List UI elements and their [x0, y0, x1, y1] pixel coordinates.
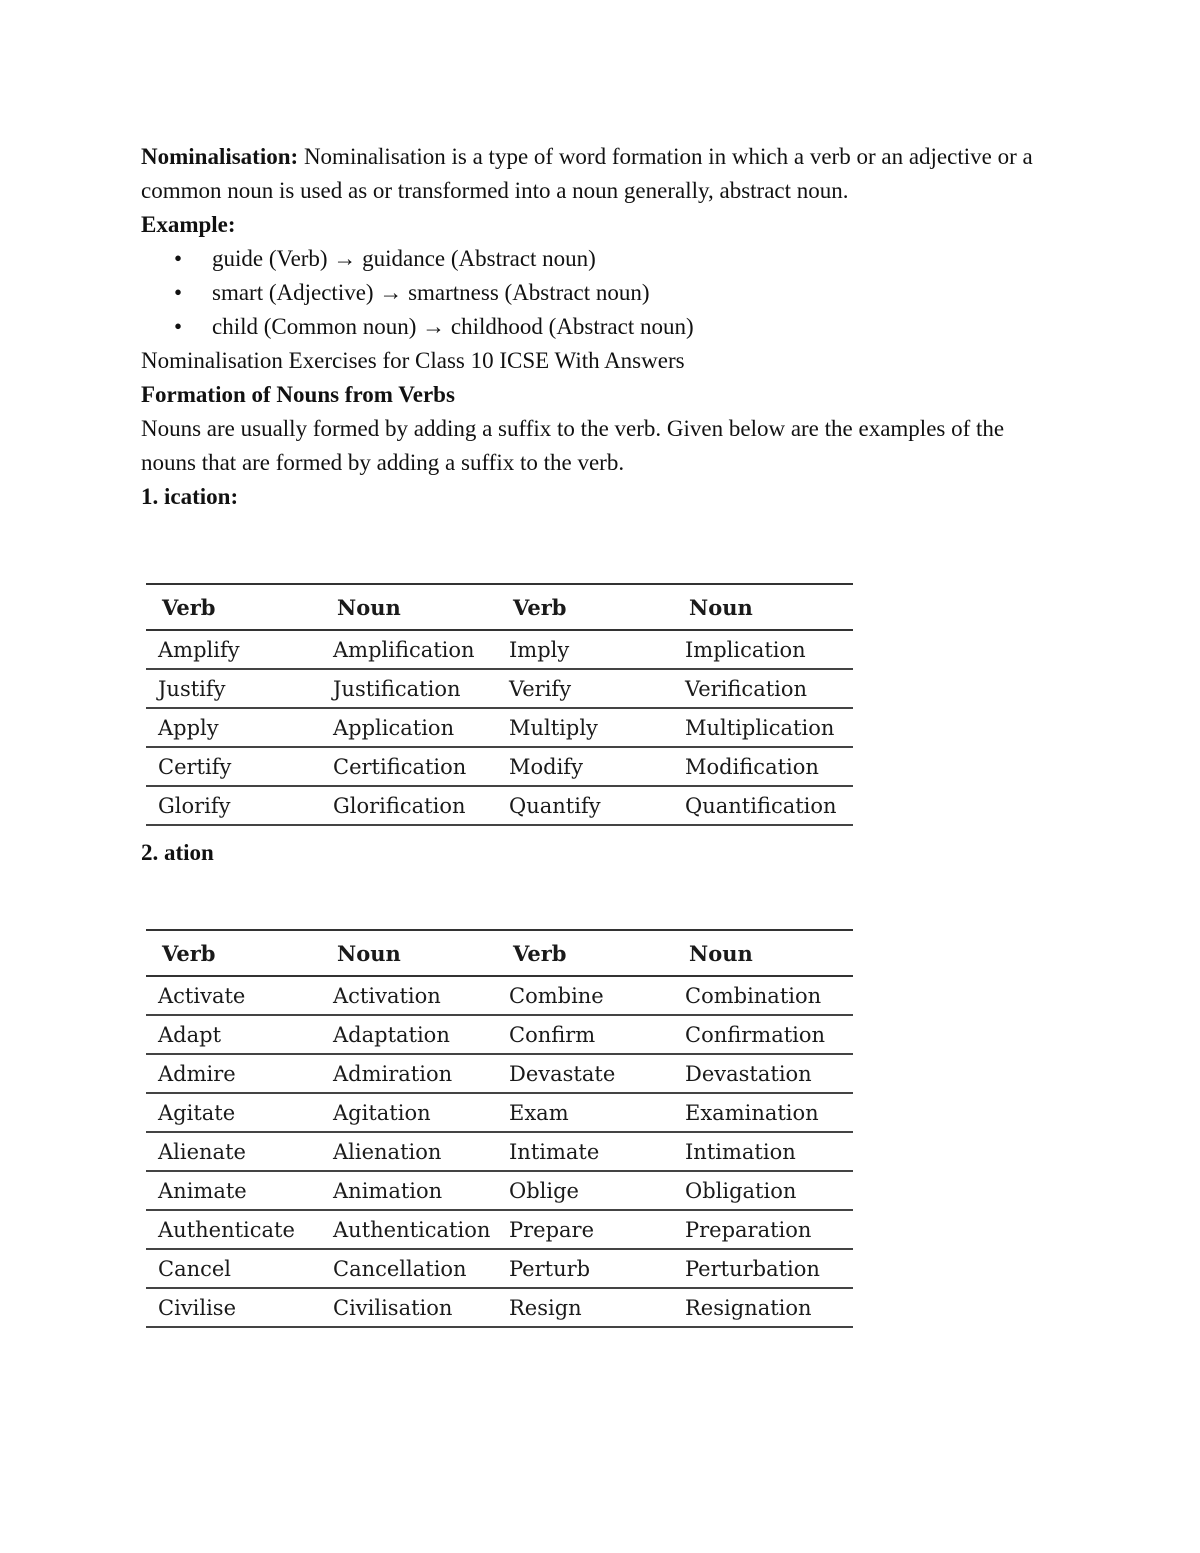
column-header-verb: Verb	[497, 930, 673, 976]
table-cell: Examination	[673, 1093, 853, 1132]
definition-paragraph	[141, 140, 1041, 208]
table-cell: Animation	[321, 1171, 497, 1210]
ation-table	[146, 929, 853, 1328]
example-text: guide (Verb) → guidance (Abstract noun)	[212, 246, 596, 271]
subtitle: Nominalisation Exercises for Class 10 ICSE With Answers	[141, 348, 685, 373]
table-cell: Agitate	[146, 1093, 321, 1132]
bullet-icon: •	[174, 280, 183, 305]
table-cell: Quantify	[497, 786, 673, 825]
table-cell: Animate	[146, 1171, 321, 1210]
section-heading: Formation of Nouns from Verbs	[141, 382, 455, 407]
table-cell: Activate	[146, 976, 321, 1015]
table-cell: Adaptation	[321, 1015, 497, 1054]
list-item	[141, 310, 1041, 344]
table-cell: Amplification	[321, 630, 497, 669]
section-text: Nouns are usually formed by adding a suffix to the verb. Given below are the examples of the nouns that are formed by adding a suffix to the verb.	[141, 416, 1005, 475]
bullet-icon: •	[174, 246, 183, 271]
table-cell: Resignation	[673, 1288, 853, 1327]
column-header-noun: Noun	[673, 930, 853, 976]
table-cell: Verify	[497, 669, 673, 708]
table-cell: Devastate	[497, 1054, 673, 1093]
table-cell: Confirm	[497, 1015, 673, 1054]
table-cell: Adapt	[146, 1015, 321, 1054]
table-cell: Devastation	[673, 1054, 853, 1093]
table-cell: Modify	[497, 747, 673, 786]
table-cell: Preparation	[673, 1210, 853, 1249]
list-item	[141, 276, 1041, 310]
table-row	[146, 708, 853, 747]
table-cell: Admire	[146, 1054, 321, 1093]
table-cell: Agitation	[321, 1093, 497, 1132]
definition-term: Nominalisation:	[141, 144, 299, 169]
list-item	[141, 242, 1041, 276]
ication-table-container	[146, 583, 853, 826]
table-row	[146, 630, 853, 669]
table-cell: Apply	[146, 708, 321, 747]
table-row	[146, 669, 853, 708]
table-cell: Alienate	[146, 1132, 321, 1171]
table-cell: Obligation	[673, 1171, 853, 1210]
table-row	[146, 1093, 853, 1132]
table-cell: Civilise	[146, 1288, 321, 1327]
table-header-row	[146, 584, 853, 630]
column-header-verb: Verb	[497, 584, 673, 630]
ation-table-container	[146, 929, 853, 1328]
table-cell: Perturbation	[673, 1249, 853, 1288]
table-row	[146, 786, 853, 825]
heading-ation: 2. ation	[141, 840, 214, 865]
definition-text: Nominalisation is a type of word formation in which a verb or an adjective or a common noun is used as or transformed into a noun generally, abstract noun.	[141, 144, 1033, 203]
table-cell: Admiration	[321, 1054, 497, 1093]
table-cell: Glorify	[146, 786, 321, 825]
table-row	[146, 976, 853, 1015]
heading-ication: 1. ication:	[141, 484, 239, 509]
table-row	[146, 1015, 853, 1054]
table-cell: Imply	[497, 630, 673, 669]
table-cell: Certify	[146, 747, 321, 786]
table-cell: Prepare	[497, 1210, 673, 1249]
table-cell: Cancel	[146, 1249, 321, 1288]
column-header-verb: Verb	[146, 584, 321, 630]
table-cell: Alienation	[321, 1132, 497, 1171]
table-cell: Multiply	[497, 708, 673, 747]
table-cell: Justification	[321, 669, 497, 708]
table-row	[146, 1249, 853, 1288]
table-header-row	[146, 930, 853, 976]
table-cell: Glorification	[321, 786, 497, 825]
table-cell: Cancellation	[321, 1249, 497, 1288]
table-cell: Oblige	[497, 1171, 673, 1210]
example-label: Example:	[141, 212, 236, 237]
table-row	[146, 1171, 853, 1210]
table-cell: Confirmation	[673, 1015, 853, 1054]
table-cell: Intimation	[673, 1132, 853, 1171]
table-cell: Amplify	[146, 630, 321, 669]
table-cell: Certification	[321, 747, 497, 786]
table-cell: Verification	[673, 669, 853, 708]
table-cell: Modification	[673, 747, 853, 786]
table-cell: Authentication	[321, 1210, 497, 1249]
ication-table	[146, 583, 853, 826]
example-text: child (Common noun) → childhood (Abstract noun)	[212, 314, 694, 339]
column-header-verb: Verb	[146, 930, 321, 976]
column-header-noun: Noun	[321, 584, 497, 630]
table-cell: Multiplication	[673, 708, 853, 747]
table-cell: Exam	[497, 1093, 673, 1132]
table-cell: Authenticate	[146, 1210, 321, 1249]
table-cell: Application	[321, 708, 497, 747]
table-cell: Combination	[673, 976, 853, 1015]
table-cell: Justify	[146, 669, 321, 708]
table-cell: Resign	[497, 1288, 673, 1327]
table-cell: Activation	[321, 976, 497, 1015]
table-row	[146, 747, 853, 786]
table-cell: Combine	[497, 976, 673, 1015]
table-row	[146, 1288, 853, 1327]
table-cell: Quantification	[673, 786, 853, 825]
column-header-noun: Noun	[321, 930, 497, 976]
table-cell: Civilisation	[321, 1288, 497, 1327]
table-cell: Implication	[673, 630, 853, 669]
document-body	[141, 140, 1041, 514]
table-row	[146, 1054, 853, 1093]
example-list	[141, 242, 1041, 344]
table-row	[146, 1210, 853, 1249]
bullet-icon: •	[174, 314, 183, 339]
table-row	[146, 1132, 853, 1171]
table-cell: Intimate	[497, 1132, 673, 1171]
column-header-noun: Noun	[673, 584, 853, 630]
table-cell: Perturb	[497, 1249, 673, 1288]
example-text: smart (Adjective) → smartness (Abstract noun)	[212, 280, 650, 305]
